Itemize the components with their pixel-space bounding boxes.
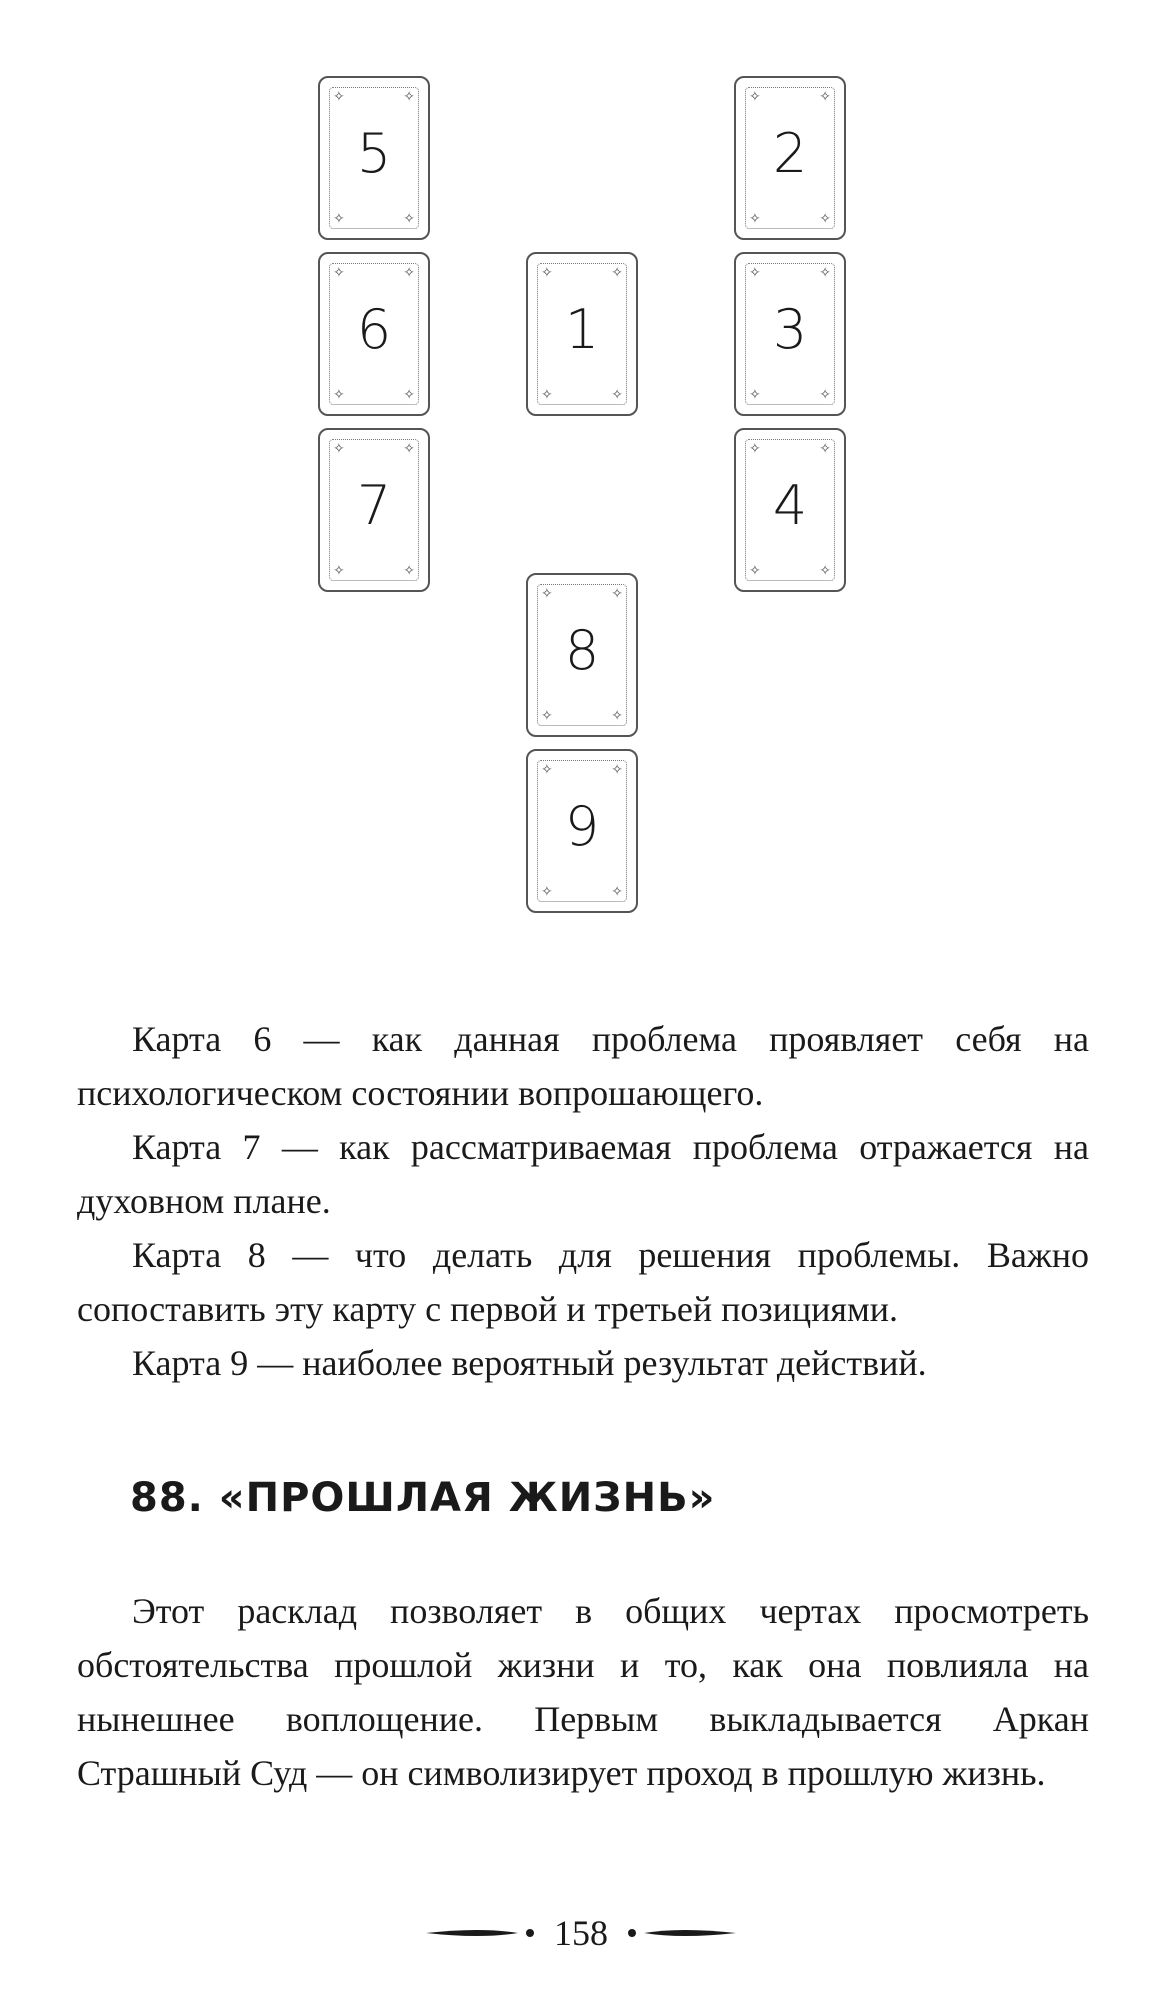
star-icon: ✧ <box>333 89 345 105</box>
star-icon: ✧ <box>333 387 345 403</box>
right-ornament-icon <box>626 1926 736 1940</box>
card-position-3 <box>734 252 846 416</box>
card-number: 8 <box>564 619 600 682</box>
card-number: 6 <box>356 298 392 361</box>
card-number: 3 <box>772 298 808 361</box>
star-icon: ✧ <box>541 586 553 602</box>
star-icon: ✧ <box>541 265 553 281</box>
section-paragraph: Этот расклад позволяет в общих чертах просмотреть обстоятельства прошлой жизни и то, как она повлияла на нынешнее воплощение. Первым выкладывается Аркан Страшный Суд — он символизирует проход в прошлую жизнь. <box>77 1591 1089 1793</box>
star-icon: ✧ <box>611 586 623 602</box>
card-position-1 <box>526 252 638 416</box>
paragraph-card-9: Карта 9 — наиболее вероятный результат действий. <box>132 1343 927 1383</box>
star-icon: ✧ <box>611 762 623 778</box>
card-number: 7 <box>356 474 392 537</box>
star-icon: ✧ <box>403 265 415 281</box>
star-icon: ✧ <box>819 563 831 579</box>
star-icon: ✧ <box>403 441 415 457</box>
card-number: 1 <box>564 298 600 361</box>
star-icon: ✧ <box>541 884 553 900</box>
star-icon: ✧ <box>819 265 831 281</box>
star-icon: ✧ <box>749 563 761 579</box>
left-ornament-icon <box>426 1926 536 1940</box>
card-number: 5 <box>356 122 392 185</box>
page-number: 158 <box>554 1913 608 1953</box>
star-icon: ✧ <box>403 89 415 105</box>
card-descriptions <box>77 1012 1089 1390</box>
star-icon: ✧ <box>749 441 761 457</box>
card-position-4 <box>734 428 846 592</box>
card-position-8 <box>526 573 638 737</box>
star-icon: ✧ <box>541 387 553 403</box>
star-icon: ✧ <box>403 387 415 403</box>
star-icon: ✧ <box>541 708 553 724</box>
star-icon: ✧ <box>819 89 831 105</box>
card-number: 9 <box>564 795 600 858</box>
card-position-2 <box>734 76 846 240</box>
star-icon: ✧ <box>749 89 761 105</box>
section-heading: 88. «ПРОШЛАЯ ЖИЗНЬ» <box>130 1475 716 1521</box>
card-position-5 <box>318 76 430 240</box>
star-icon: ✧ <box>611 708 623 724</box>
star-icon: ✧ <box>403 211 415 227</box>
star-icon: ✧ <box>749 387 761 403</box>
card-position-7 <box>318 428 430 592</box>
card-position-6 <box>318 252 430 416</box>
star-icon: ✧ <box>333 441 345 457</box>
page-footer <box>0 1908 1162 1958</box>
star-icon: ✧ <box>819 211 831 227</box>
star-icon: ✧ <box>333 211 345 227</box>
star-icon: ✧ <box>403 563 415 579</box>
paragraph-card-8: Карта 8 — что делать для решения проблемы. Важно сопоставить эту карту с первой и третьей позициями. <box>77 1235 1089 1329</box>
star-icon: ✧ <box>819 387 831 403</box>
star-icon: ✧ <box>333 265 345 281</box>
star-icon: ✧ <box>611 884 623 900</box>
section-body <box>77 1584 1089 1800</box>
star-icon: ✧ <box>611 387 623 403</box>
paragraph-card-6: Карта 6 — как данная проблема проявляет себя на психологическом состоянии вопрошающего. <box>77 1019 1089 1113</box>
card-number: 4 <box>772 474 808 537</box>
star-icon: ✧ <box>749 211 761 227</box>
star-icon: ✧ <box>611 265 623 281</box>
card-position-9 <box>526 749 638 913</box>
card-number: 2 <box>772 122 808 185</box>
paragraph-card-7: Карта 7 — как рассматриваемая проблема отражается на духовном плане. <box>77 1127 1089 1221</box>
star-icon: ✧ <box>819 441 831 457</box>
star-icon: ✧ <box>541 762 553 778</box>
star-icon: ✧ <box>333 563 345 579</box>
star-icon: ✧ <box>749 265 761 281</box>
